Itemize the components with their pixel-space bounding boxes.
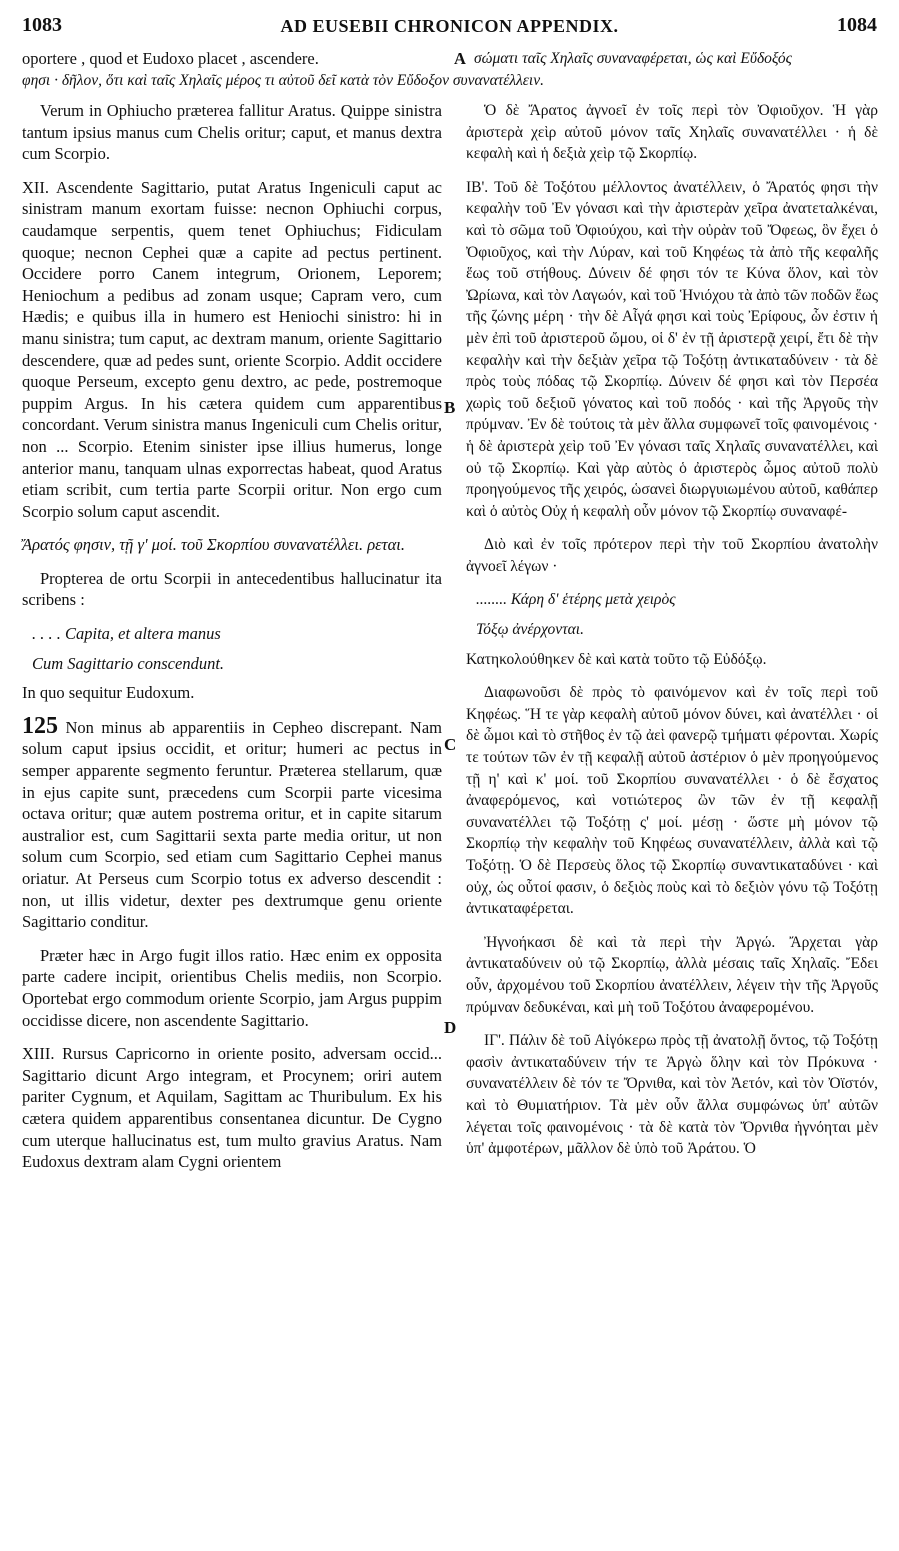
page-number-left: 1083 [22,14,62,36]
latin-verse-2: Cum Sagittario conscendunt. [32,653,225,673]
greek-verse-1: ........ Κάρη δ' ἑτέρης μετὰ χειρὸς [476,591,676,609]
section-number: 125 [22,712,58,739]
latin-continuation: oportere , quod et Eudoxo placet , ascendere. [22,49,319,68]
greek-verse-2: Τόξῳ ἀνέρχονται. [476,621,584,639]
margin-letter-a: A [454,49,466,68]
greek-para-2: ΙΒ'. Τοῦ δὲ Τοξότου μέλλοντος ἀνατέλλειν, ὁ Ἄρατός φησι τὴν κεφαλὴν τοῦ Ἐν γόνασι καὶ τὴν ἀριστερὰν χεῖρα ἀνατεταλκέναι, καὶ τὸ σῶμα τοῦ Ὀφιούχου, καὶ τὴν οὐρὰν τοῦ Ὄφεως, ὃν ἔχει ὁ Ὀφιοῦχος, καὶ τὴν Λύραν, καὶ τοῦ Κηφέως τὰ ἀπὸ τῆς κεφαλῆς ἕως τοῦ στήθους. Δύνειν δέ φησι τόν τε Κύνα ὅλον, καὶ τὸν Ὠρίωνα, καὶ τὸν Λαγωόν, καὶ τοῦ Ἡνιόχου τὰ ἀπὸ τῶν ποδῶν ἕως τῆς ζώνης μέρη · τὴν δὲ Αἶγά φησι καὶ τοὺς Ἐρίφους, ὧν ἐστιν ἡ μὲν ἐπὶ τοῦ ἀριστεροῦ ὤμου, οἱ δ' ἐν τῇ ἀριστερᾷ χειρί, ἔτι δὲ τὴν κεφαλὴν καὶ τὴν δεξιὰν χεῖρα τῷ Τοξότῃ ἀντικαταδύνειν · τὰ δὲ πρὸς τοὺς πόδας τῷ Σκορπίῳ. Δύνειν δέ φησι καὶ τὸν Περσέα χωρὶς τοῦ δεξιοῦ γόνατος καὶ τοῦ ποδός · καὶ τῆς Ἀργοῦς τὴν πρύμναν. Ἐν δὲ τούτοις τὰ μὲν ἄλλα συμφωνεῖ τοῖς φαινομένοις · ἡ δὲ ἀριστερὰ χεὶρ τοῦ Ἐν γόνασι ταῖς Χηλαῖς συνανατέλλει, καὶ οὐ τῷ Σκορπίῳ. Καὶ γὰρ αὐτὸς ὁ ἀριστερὸς ὦμος αὐτοῦ πολὺ προηγούμενος τῆς χειρός, ὡσανεὶ διωργυιωμένου αὐτοῦ, καθάπερ καὶ ὁ αὐτὸς Οὐχ ἡ κεφαλὴ οὖν μόνον τῷ Σκορπίῳ συναναφέ- [466,178,878,520]
latin-para-2: XII. Ascendente Sagittario, putat Aratus Ingeniculi caput ac sinistram manum exortam fuisse: necnon Ophiuchi corpus, caudamque serpentis, quem tenet Ophiuchus; Fidiculam quoque; necnon Cephei quæ a capite ad pectus pertinent. Occidere porro Canem integrum, Orionem, Leporem; Heniochum a pedibus ad zonam usque; Capram vero, cum Hædis; e quibus illa in humero est Heniochi sinistro: hi in manu sinistra; tum caput, ac dextram manum, oriente Sagittario descendere, quæ ad pedes sunt, oriente Scorpio. Addit occidere quoque Perseum, excepto genu dextro, ac pede, postremoque puppim Argus. In his cætera quidem cum apparentibus concordant. Verum sinistra manus Ingeniculi cum Chelis oritur, non ... Scorpio. Etenim sinister ipse illius humerus, longe anterior manu, tanquam ulnas exporrectas habeat, quod Aratus etiam scribit, cum tertia parte Scorpii oritur. Non ergo cum Scorpio solum caput ascendit. [22,177,442,521]
page-header [22,14,877,42]
latin-column [22,100,442,1185]
greek-continuation-right: σώματι ταῖς Χηλαῖς συναναφέρεται, ὡς καὶ Εὔδοξός [474,50,792,67]
margin-letter-c: C [444,735,457,754]
latin-para-5-text: Non minus ab apparentiis in Cepheo discrepant. Nam solum caput ipsius occidit, et oritur; humeri ac pectus in semper apparente segmento feruntur. Præterea stellarum, quæ in ejus capite sunt, præcedens cum Scorpii parte vicesima octava oritur; quæ autem postrema oritur, et in capite sitarum australior est, cum Sagittarii sexta parte media oritur, ut non solum cum Scorpio, sed etiam cum Sagittario Cephei manus oriatur. At Perseus cum Scorpio totus ex adverso descendit : non, ut illis videtur, dexter pes dextrumque genu oriente Sagittario conditur. [22,717,443,932]
latin-para-6: Præter hæc in Argo fugit illos ratio. Hæc enim ex opposita parte cadere incipit, orientibus Chelis mediis, non Scorpio. Oportebat ergo commodum oriente Scorpio, jam Argus puppim occidisse dicere, non ascendente Sagittario. [22,945,442,1030]
greek-para-6: Ἠγνοήκασι δὲ καὶ τὰ περὶ τὴν Ἀργώ. Ἄρχεται γὰρ ἀντικαταδύνειν οὐ τῷ Σκορπίῳ, ἀλλὰ μέσαις ταῖς Χηλαῖς. Ἔδει οὖν, ἀρχομένου τοῦ Σκορπίου ἀνατέλλειν, λέγειν τὴν τῆς Ἀργοῦς πρύμναν δεδυκέναι, καὶ μὴ τοῦ Τοξότου ἀναφερομένου. [466,933,878,1016]
page-number-right: 1084 [837,14,877,36]
latin-greek-quote: Ἄρατός φησιν, τῇ γ' μοί. τοῦ Σκορπίου συνανατέλλει. ρεται. [22,535,405,555]
margin-letter-b: B [444,398,456,417]
latin-para-3: Propterea de ortu Scorpii in antecedentibus hallucinatur ita scribens : [22,568,442,610]
greek-para-1: Ὁ δὲ Ἄρατος ἀγνοεῖ ἐν τοῖς περὶ τὸν Ὀφιοῦχον. Ἡ γὰρ ἀριστερὰ χεὶρ αὐτοῦ μόνον ταῖς Χηλαῖς συνανατέλλει · ἡ δὲ κεφαλὴ καὶ ἡ δεξιὰ χεὶρ τῷ Σκορπίῳ. [466,102,878,163]
latin-para-4: In quo sequitur Eudoxum. [22,683,195,703]
latin-verse-1: . . . . Capita, et altera manus [32,624,221,644]
greek-continuation: φησι · δῆλον, ὅτι καὶ ταῖς Χηλαῖς μέρος τι αὐτοῦ δεῖ κατὰ τὸν Εὔδοξον συνανατέλλειν. [22,72,544,89]
running-title: AD EUSEBII CHRONICON APPENDIX. [280,16,619,36]
latin-para-5 [22,712,443,933]
greek-para-3: Διὸ καὶ ἐν τοῖς πρότερον περὶ τὴν τοῦ Σκορπίου ἀνατολὴν ἀγνοεῖ λέγων · [466,536,878,575]
greek-para-4: Κατηκολούθηκεν δὲ καὶ κατὰ τοῦτο τῷ Εὐδόξῳ. [466,650,767,668]
latin-para-7: XIII. Rursus Capricorno in oriente posito, adversam occid... Sagittario dicunt Argo integram, et Procynem; oriri autem pariter Cygnum, et Aquilam, Sagittam ac Thuribulum. Ex his cætera quidem apparentibus consentanea dicuntur. De Cygno cum uterque hallucinatus est, tum multo gravius Aratus. Nam Eudoxus dextram alam Cygni orientem [22,1044,442,1172]
margin-letter-d: D [444,1018,457,1037]
greek-para-5: Διαφωνοῦσι δὲ πρὸς τὸ φαινόμενον καὶ ἐν τοῖς περὶ τοῦ Κηφέως. Ἥ τε γὰρ κεφαλὴ αὐτοῦ μόνον δύνει, καὶ ἀνατέλλει · οἱ δὲ ὦμοι καὶ τὸ στῆθος ἐν τῷ ἀεὶ φανερῷ τμήματι φέρονται. Χωρίς τε τούτων τῶν ἐν τῇ κεφαλῇ αὐτοῦ ἀστέριον ὁ μὲν προηγούμενος τῇ η' καὶ κ' μοί. τοῦ Σκορπίου συνανατέλλει · ὁ δὲ ἔσχατος ἀναφερόμενος, καὶ νοτιώτερος ὢν τῶν ἐν τῇ κεφαλῇ συνανατέλλει τῷ Τοξότῃ ς' μοί. μέσῃ · ὥστε μὴ μόνον τῷ Σκορπίῳ τὴν κεφαλὴν τοῦ Κηφέως συνανατέλλειν, ἀλλὰ καὶ τῷ Τοξότῃ. Ὁ δὲ Περσεὺς ὅλος τῷ Σκορπίῳ συναντικαταδύνει · καὶ οὐχ, ὡς οὗτοί φασιν, ὁ δεξιὸς ποὺς καὶ τὸ δεξιὸν γόνυ τῷ Τοξότῃ ἀντικαταφέρεται. [466,684,878,918]
latin-para-1: Verum in Ophiucho præterea fallitur Aratus. Quippe sinistra tantum ipsius manus cum Chelis oritur; caput, et manus dextra cum Scorpio. [22,101,442,164]
greek-para-7: ΙΓ'. Πάλιν δὲ τοῦ Αἰγόκερω πρὸς τῇ ἀνατολῇ ὄντος, τῷ Τοξότῃ φασὶν ἀντικαταδύνειν τήν τε Ἀργὼ ὅλην καὶ τὸν Πρόκυνα · συνανατέλλειν δὲ τόν τε Ὄρνιθα, καὶ τὸν Ἀετόν, καὶ τὸν Ὀϊστόν, καὶ τὸ Θυμιατήριον. Τὰ μὲν οὖν ἄλλα συμφώνως ὑπ' αὐτῶν λέγεται τοῖς φαινομένοις · τὰ δὲ κατὰ τὸν Ὄρνιθα ἠγνόηται μὲν ὑπ' ἀμφοτέρων, μᾶλλον δὲ ὑπὸ τοῦ Ἀράτου. Ὁ [466,1032,878,1158]
greek-column [466,100,878,1172]
